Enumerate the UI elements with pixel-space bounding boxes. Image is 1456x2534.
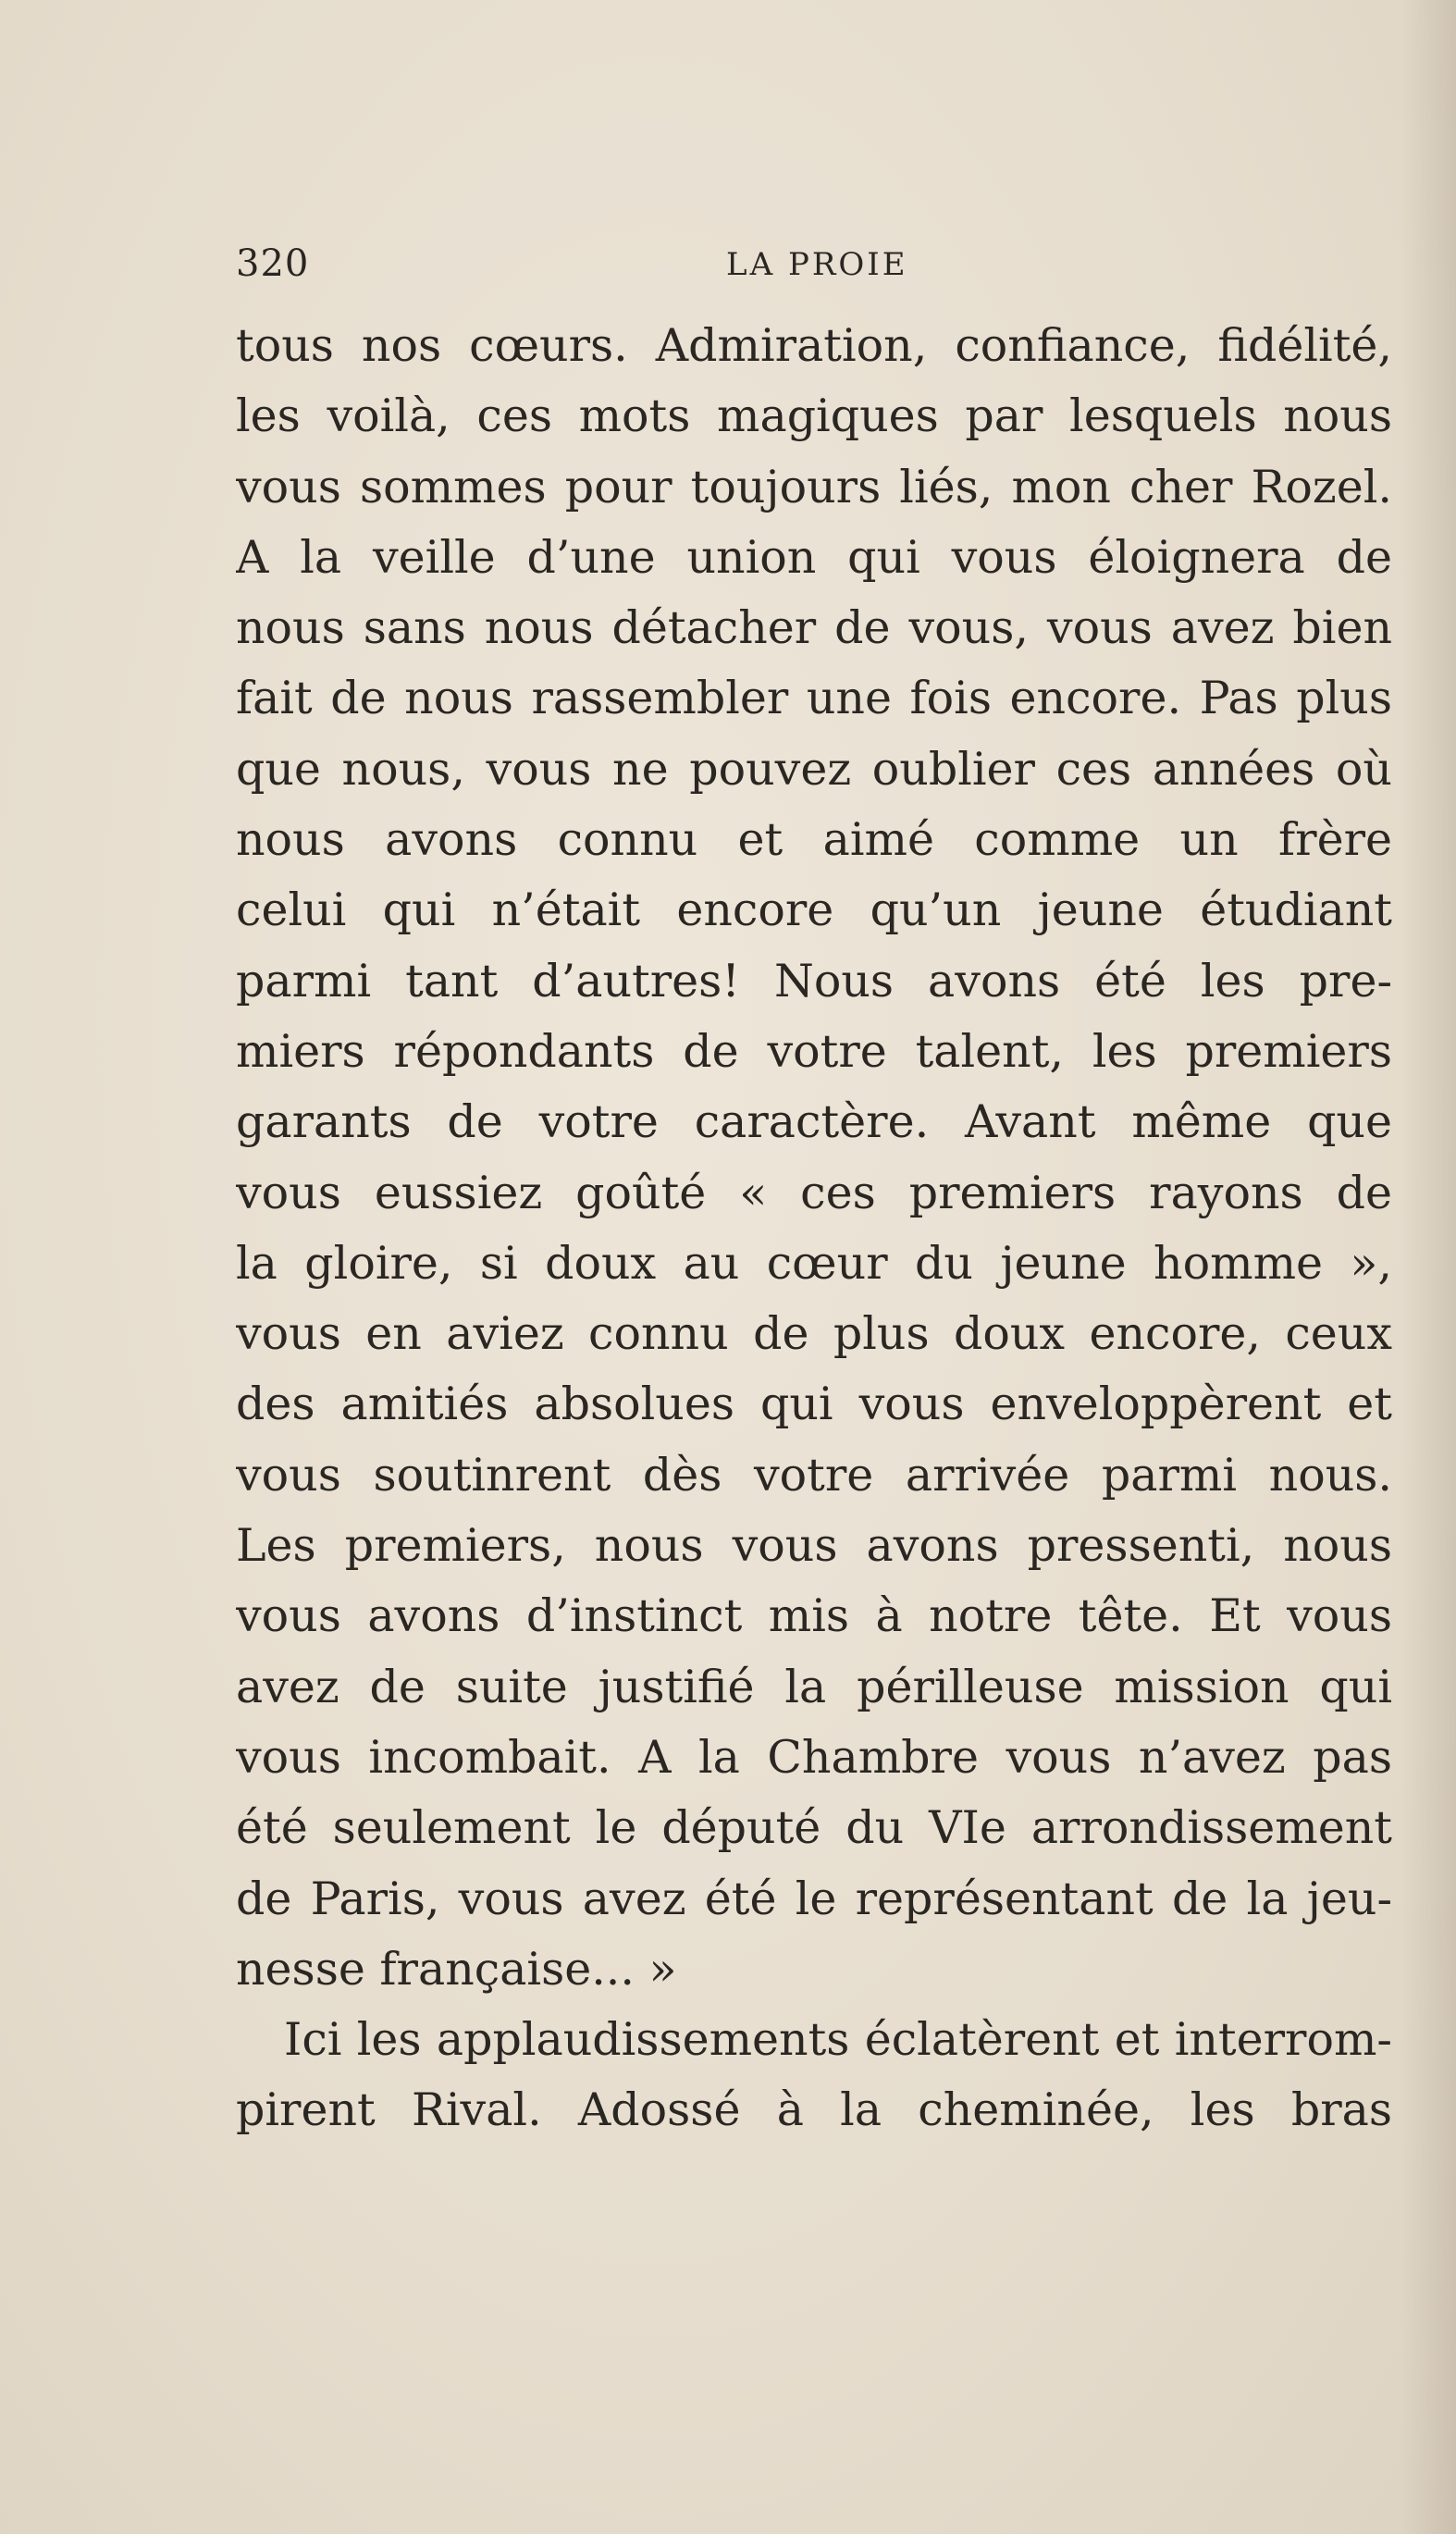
text-line: vous eussiez goûté « ces premiers rayons de xyxy=(236,1166,1392,1219)
text-line: vous soutinrent dès votre arrivée parmi nous. xyxy=(236,1448,1392,1502)
text-line: de Paris, vous avez été le représentant de la jeu- xyxy=(236,1872,1392,1925)
text-line: parmi tant d’autres! Nous avons été les pre- xyxy=(236,954,1392,1007)
text-line: celui qui n’était encore qu’un jeune étudiant xyxy=(236,884,1392,937)
text-line: les voilà, ces mots magiques par lesquels nous xyxy=(236,389,1392,443)
text-line: Les premiers, nous vous avons pressenti, nous xyxy=(236,1519,1392,1573)
running-title: LA PROIE xyxy=(726,246,908,283)
text-line: des amitiés absolues qui vous enveloppèrent et xyxy=(236,1378,1392,1431)
text-line: nesse française... » xyxy=(236,1942,677,1996)
text-line: vous sommes pour toujours liés, mon cher Rozel. xyxy=(236,460,1392,513)
body-text xyxy=(236,311,1392,2146)
text-line: miers répondants de votre talent, les premiers xyxy=(236,1024,1392,1078)
text-line: vous avons d’instinct mis à notre tête. Et vous xyxy=(236,1589,1392,1643)
text-line: que nous, vous ne pouvez oublier ces années où xyxy=(236,742,1392,796)
text-line: Ici les applaudissements éclatèrent et interrom- xyxy=(284,2013,1392,2067)
text-line: A la veille d’une union qui vous éloignera de xyxy=(236,530,1392,584)
text-line: nous avons connu et aimé comme un frère xyxy=(236,813,1392,867)
page-edge-shadow xyxy=(1400,0,1456,2534)
text-line: pirent Rival. Adossé à la cheminée, les bras xyxy=(236,2083,1392,2137)
page-number: 320 xyxy=(236,242,310,285)
text-line: fait de nous rassembler une fois encore. Pas plus xyxy=(236,672,1392,725)
text-line: garants de votre caractère. Avant même que xyxy=(236,1095,1392,1149)
text-line: la gloire, si doux au cœur du jeune homme », xyxy=(236,1236,1392,1290)
text-line: avez de suite justifié la périlleuse mission qui xyxy=(236,1660,1392,1713)
text-line: vous incombait. A la Chambre vous n’avez pas xyxy=(236,1730,1392,1784)
running-head xyxy=(236,242,1392,298)
text-line: été seulement le député du VIe arrondissement xyxy=(236,1801,1392,1855)
text-line: vous en aviez connu de plus doux encore, ceux xyxy=(236,1307,1392,1361)
text-line: nous sans nous détacher de vous, vous avez bien xyxy=(236,601,1392,655)
text-line: tous nos cœurs. Admiration, confiance, fidélité, xyxy=(236,319,1392,372)
